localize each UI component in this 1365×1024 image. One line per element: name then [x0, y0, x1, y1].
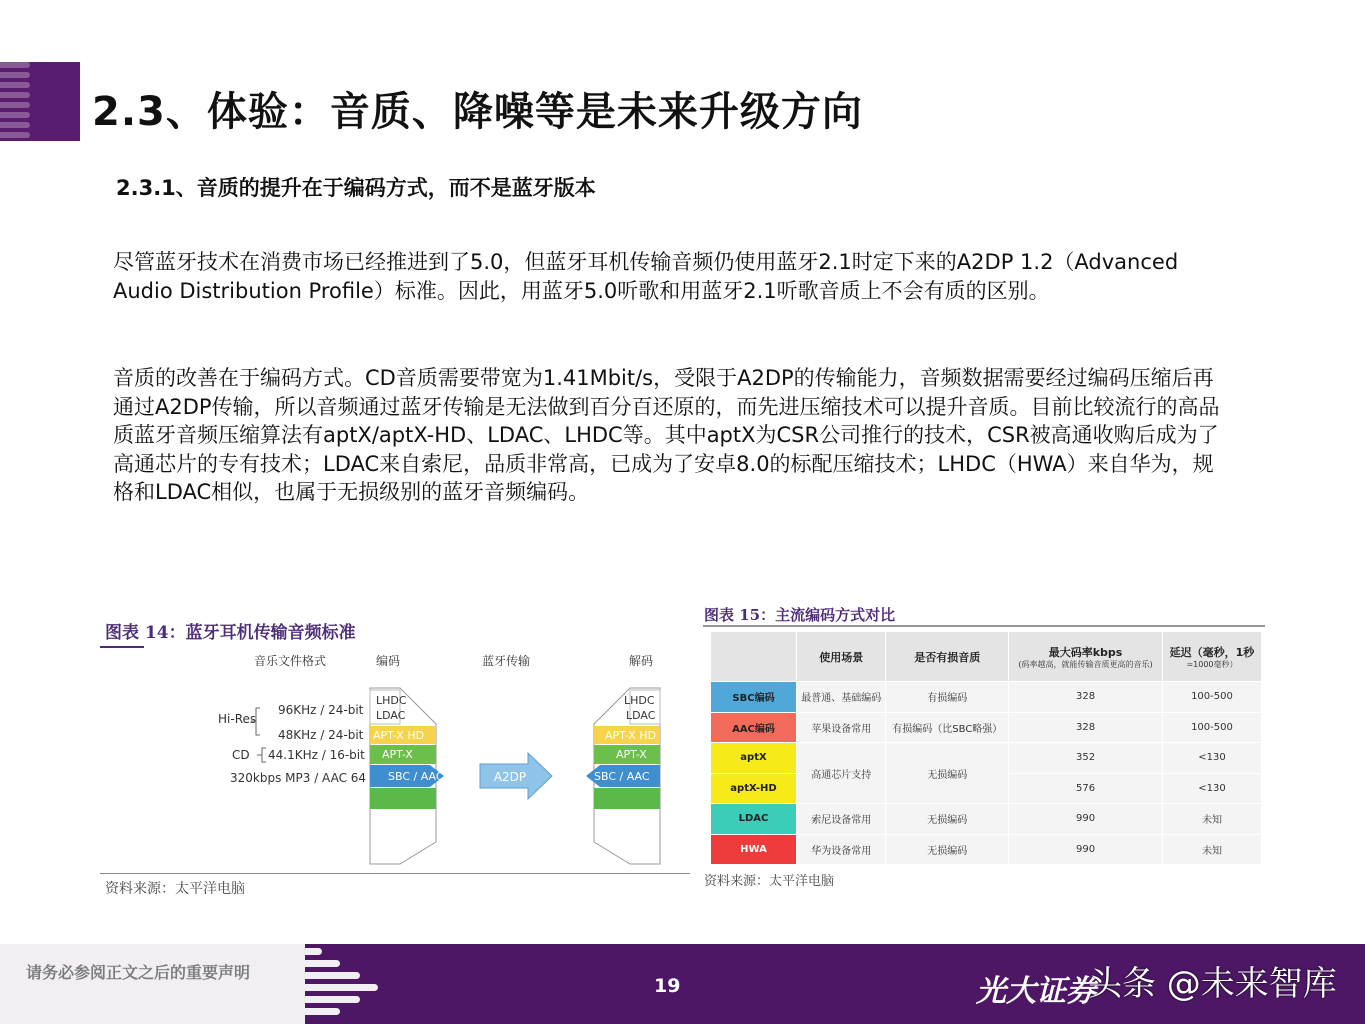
- bluetooth-transfer-diagram: [100, 612, 690, 874]
- page-title: 2.3、体验：音质、降噪等是未来升级方向: [92, 89, 863, 135]
- header-latency-label: 延迟（毫秒，1秒: [1169, 645, 1255, 659]
- header-bitrate: [1009, 632, 1163, 682]
- encode-ldac: LDAC: [376, 709, 406, 722]
- col-header-decode: 解码: [628, 654, 654, 668]
- codec-name: AAC编码: [711, 712, 797, 743]
- format-44khz: 44.1KHz / 16-bit: [268, 748, 365, 762]
- codec-latency: <130: [1162, 743, 1261, 774]
- codec-latency: 未知: [1162, 804, 1261, 835]
- codec-name: SBC编码: [711, 682, 797, 713]
- brand-name: 光大证券: [976, 974, 1096, 1009]
- footer-stripes: [300, 944, 380, 1024]
- codec-latency: 未知: [1162, 834, 1261, 865]
- table-row: [711, 804, 1262, 835]
- format-96khz: 96KHz / 24-bit: [278, 703, 364, 717]
- footer-bar: [0, 944, 1365, 1024]
- decode-lhdc: LHDC: [624, 694, 655, 707]
- codec-lossy: 有损编码（比SBC略强）: [886, 712, 1009, 743]
- figure-14-rule: [100, 873, 690, 874]
- table-row: [711, 834, 1262, 865]
- codec-name: aptX: [711, 743, 797, 774]
- header-usage: 使用场景: [797, 632, 886, 682]
- codec-name: aptX-HD: [711, 773, 797, 804]
- encode-aptx-label: APT-X: [382, 748, 413, 761]
- encode-lhdc: LHDC: [376, 694, 407, 707]
- codec-lossy: 无损编码: [886, 743, 1009, 804]
- header-lossy: 是否有损音质: [886, 632, 1009, 682]
- footer-disclaimer: 请务必参阅正文之后的重要声明: [26, 963, 251, 982]
- col-header-format: 音乐文件格式: [253, 654, 327, 668]
- col-header-transfer: 蓝牙传输: [481, 654, 531, 668]
- header-codec: [711, 632, 797, 682]
- col-header-encode: 编码: [375, 654, 401, 668]
- codec-bitrate: 352: [1009, 743, 1163, 774]
- table-row: [711, 682, 1262, 713]
- header-bitrate-label: 最大码率kbps: [1048, 645, 1123, 659]
- codec-latency: 100-500: [1162, 682, 1261, 713]
- codec-name: HWA: [711, 834, 797, 865]
- codec-usage: 苹果设备常用: [797, 712, 886, 743]
- figure-15-title: 图表 15：主流编码方式对比: [704, 606, 896, 624]
- codec-bitrate: 990: [1009, 834, 1163, 865]
- figure-14-source: 资料来源：太平洋电脑: [105, 881, 245, 897]
- footer-disclaimer-panel: [0, 944, 305, 1024]
- table-row: [711, 743, 1262, 774]
- codec-usage: 高通芯片支持: [797, 743, 886, 804]
- codec-lossy: 无损编码: [886, 804, 1009, 835]
- codec-bitrate: 328: [1009, 682, 1163, 713]
- a2dp-label: A2DP: [493, 770, 527, 784]
- format-48khz: 48KHz / 24-bit: [278, 728, 364, 742]
- logo-stripes: [0, 62, 30, 141]
- decode-ldac: LDAC: [626, 709, 656, 722]
- section-subtitle: 2.3.1、音质的提升在于编码方式，而不是蓝牙版本: [116, 176, 596, 200]
- codec-lossy: 有损编码: [886, 682, 1009, 713]
- table-header-row: [711, 632, 1262, 682]
- figure-14-title: 图表 14：蓝牙耳机传输音频标准: [105, 623, 356, 643]
- table-row: [711, 712, 1262, 743]
- codec-bitrate: 328: [1009, 712, 1163, 743]
- encode-aptxhd-label: APT-X HD: [373, 729, 425, 742]
- header-latency: [1162, 632, 1261, 682]
- format-mp3: 320kbps MP3 / AAC 64: [230, 771, 367, 785]
- encode-layer-green: [370, 788, 436, 809]
- codec-usage: 最普通、基础编码: [797, 682, 886, 713]
- decode-aptx-label: APT-X: [616, 748, 647, 761]
- codec-usage: 索尼设备常用: [797, 804, 886, 835]
- figure-14: [100, 612, 690, 912]
- paragraph-codec: 音质的改善在于编码方式。CD音质需要带宽为1.41Mbit/s，受限于A2DP的传输能力，音频数据需要经过编码压缩后再通过A2DP传输，所以音频通过蓝牙传输是无法做到百分百还原的，而先进压缩技术可以提升音质。目前比较流行的高品质蓝牙音频压缩算法有aptX/aptX-HD、LDAC、LHDC等。其中aptX为CSR公司推行的技术，CSR被高通收购后成为了高通芯片的专有技术；LDAC来自索尼，品质非常高，已成为了安卓8.0的标配压缩技术；LHDC（HWA）来自华为，规格和LDAC相似，也属于无损级别的蓝牙音频编码。: [113, 366, 1220, 505]
- codec-comparison-table: [710, 631, 1262, 865]
- decode-sbc-label: SBC / AAC: [594, 770, 650, 783]
- page-number: 19: [654, 975, 681, 997]
- figure-15-source: 资料来源：太平洋电脑: [704, 874, 835, 889]
- hires-label: Hi-Res: [218, 712, 257, 726]
- header-bitrate-note: (码率越高，就能传输音质更高的音乐): [1018, 659, 1153, 669]
- brand-logo-block: [0, 62, 80, 141]
- codec-usage: 华为设备常用: [797, 834, 886, 865]
- codec-name: LDAC: [711, 804, 797, 835]
- header-latency-note: =1000毫秒）: [1186, 659, 1238, 669]
- decode-layer-green: [594, 788, 660, 809]
- codec-lossy: 无损编码: [886, 834, 1009, 865]
- paragraph-bluetooth-version: 尽管蓝牙技术在消费市场已经推进到了5.0，但蓝牙耳机传输音频仍使用蓝牙2.1时定下来的A2DP 1.2（Advanced Audio Distribution Profile）标准。因此，用蓝牙5.0听歌和用蓝牙2.1听歌音质上不会有质的区别。: [113, 250, 1179, 303]
- encode-sbc-label: SBC / AAC: [388, 770, 444, 783]
- decode-aptxhd-label: APT-X HD: [605, 729, 657, 742]
- codec-latency: <130: [1162, 773, 1261, 804]
- cd-bracket: [257, 748, 266, 762]
- codec-latency: 100-500: [1162, 712, 1261, 743]
- figure-15: [700, 598, 1265, 898]
- figure-15-rule: [703, 625, 1265, 627]
- codec-bitrate: 576: [1009, 773, 1163, 804]
- cd-label: CD: [232, 748, 250, 762]
- watermark-text: 头条 @未来智库: [1088, 964, 1337, 1004]
- codec-bitrate: 990: [1009, 804, 1163, 835]
